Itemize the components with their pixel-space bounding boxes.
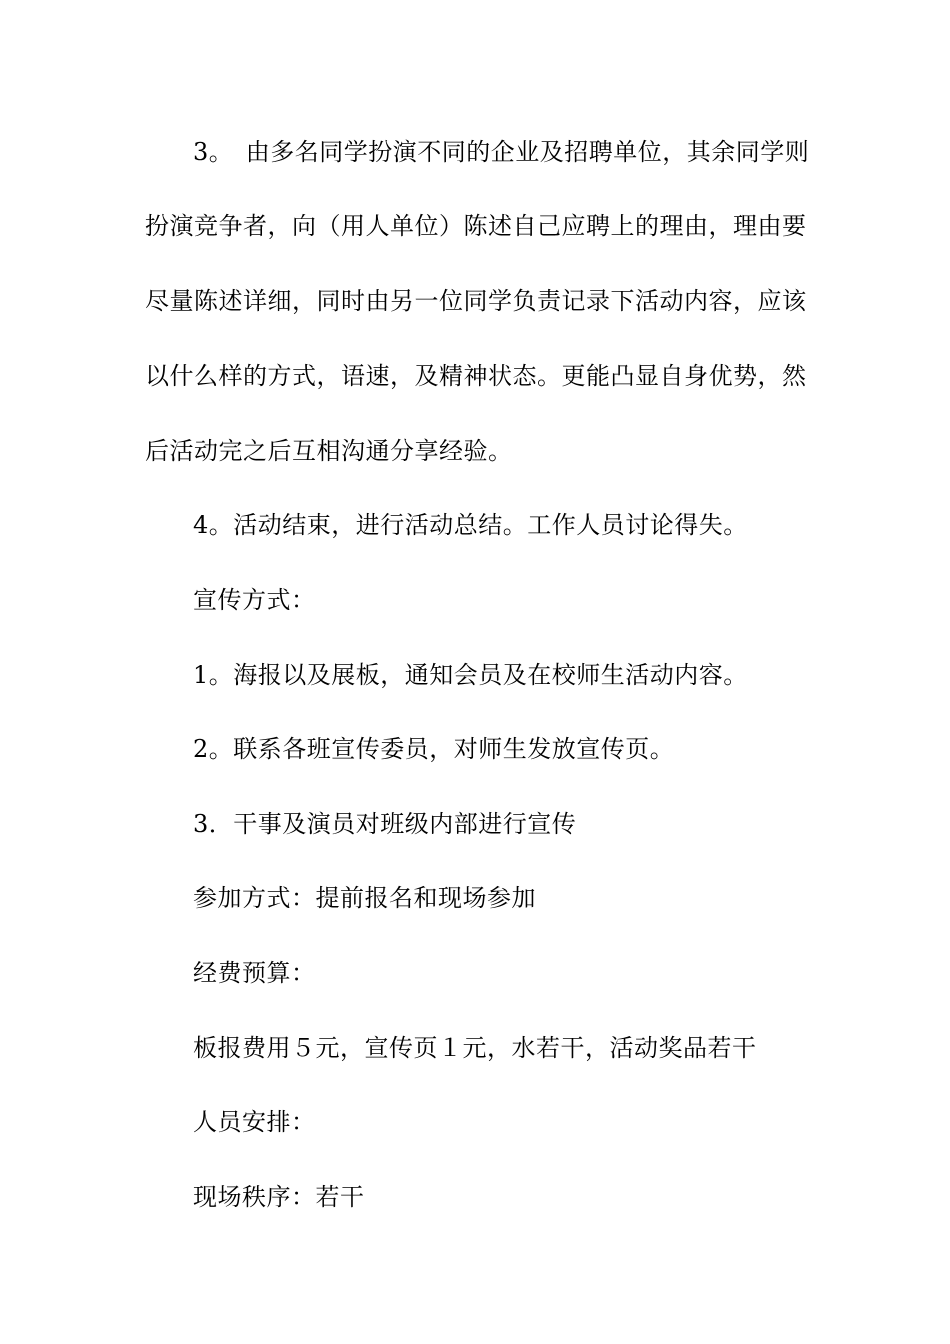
paragraph-item-3-line-3: 尽量陈述详细，同时由另一位同学负责记录下活动内容，应该 [145, 287, 807, 315]
participation-method: 参加方式：提前报名和现场参加 [193, 884, 536, 912]
paragraph-item-3-line-2: 扮演竞争者，向（用人单位）陈述自己应聘上的理由，理由要 [145, 212, 807, 240]
section-heading-staffing: 人员安排： [193, 1108, 316, 1136]
paragraph-item-4: 4。活动结束，进行活动总结。工作人员讨论得失。 [193, 511, 748, 539]
paragraph-item-3-line-4: 以什么样的方式，语速，及精神状态。更能凸显自身优势，然 [145, 362, 807, 390]
section-heading-budget: 经费预算： [193, 959, 316, 987]
staffing-order: 现场秩序：若干 [193, 1183, 365, 1211]
publicity-item-3: 3．干事及演员对班级内部进行宣传 [193, 810, 577, 838]
publicity-item-1: 1。海报以及展板，通知会员及在校师生活动内容。 [193, 661, 748, 689]
paragraph-item-3-line-1: 3。 由多名同学扮演不同的企业及招聘单位，其余同学则 [193, 138, 810, 166]
paragraph-item-3-line-5: 后活动完之后互相沟通分享经验。 [145, 437, 513, 465]
budget-details: 板报费用５元，宣传页１元，水若干，活动奖品若干 [193, 1034, 757, 1062]
section-heading-publicity: 宣传方式： [193, 586, 316, 614]
publicity-item-2: 2。联系各班宣传委员，对师生发放宣传页。 [193, 735, 675, 763]
